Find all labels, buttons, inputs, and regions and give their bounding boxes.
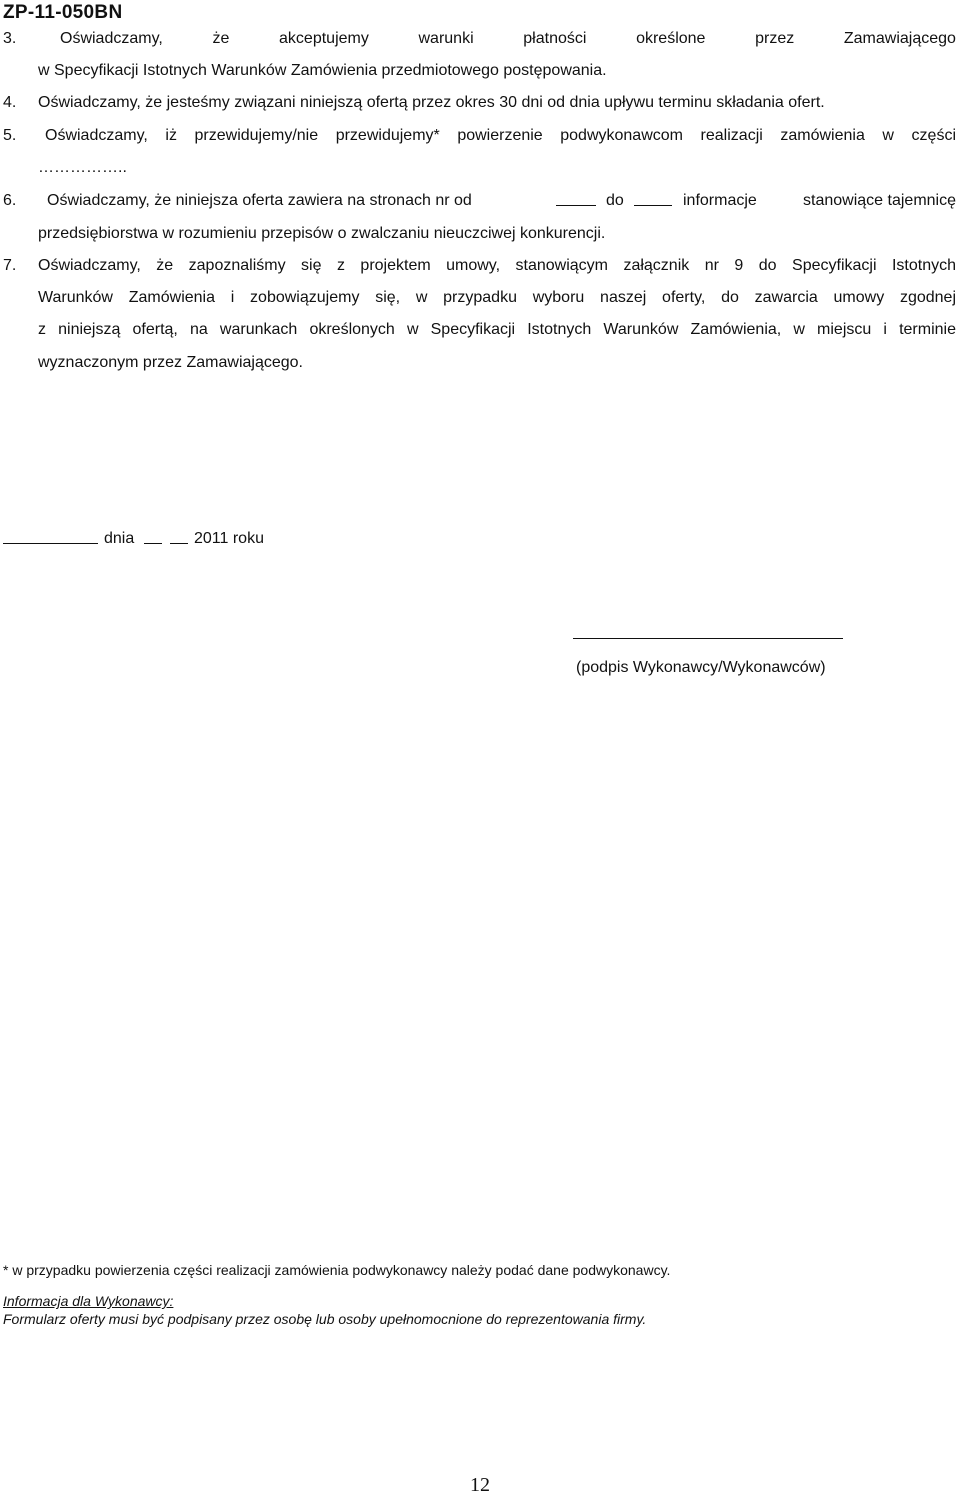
- info-heading: Informacja dla Wykonawcy:: [3, 1293, 174, 1309]
- item-3-number: 3.: [3, 30, 17, 47]
- item-4-number: 4.: [3, 94, 17, 111]
- item-7-number: 7.: [3, 257, 17, 274]
- item-4-text: Oświadczamy, że jesteśmy związani niniejszą ofertą przez okres 30 dni od dnia upływu terminu składania ofert.: [38, 94, 825, 111]
- item-3-word: płatności: [523, 30, 587, 47]
- footnote: * w przypadku powierzenia części realizacji zamówienia podwykonawcy należy podać dane podwykonawcy.: [3, 1262, 671, 1278]
- item-5-number: 5.: [3, 127, 17, 144]
- item-6-part-3: informacje: [683, 192, 757, 209]
- item-7-line-2: Warunków Zamówienia i zobowiązujemy się, w przypadku wyboru naszej oferty, do zawarcia umowy zgodnej: [38, 289, 956, 306]
- page-number: 12: [470, 1474, 490, 1496]
- signature-line: [573, 638, 843, 639]
- info-text: Formularz oferty musi być podpisany przez osobę lub osoby upełnomocnione do reprezentowania firmy.: [3, 1311, 647, 1327]
- item-6-part-4: stanowiące tajemnicę: [803, 192, 956, 209]
- item-7-line-4: wyznaczonym przez Zamawiającego.: [38, 354, 303, 371]
- item-3-word: przez: [755, 30, 795, 47]
- date-year-label: 2011 roku: [194, 530, 264, 547]
- document-code: ZP-11-050BN: [3, 2, 123, 23]
- item-3-line-1: [60, 29, 956, 49]
- item-3-word: Oświadczamy,: [60, 30, 163, 47]
- item-3-word: określone: [636, 30, 706, 47]
- item-3-line-2: w Specyfikacji Istotnych Warunków Zamówienia przedmiotowego postępowania.: [38, 62, 607, 79]
- item-3-word: Zamawiającego: [843, 30, 956, 47]
- item-5-line-2: ……………..: [38, 159, 127, 176]
- page-to-blank: [634, 191, 672, 206]
- page-from-blank: [556, 191, 596, 206]
- item-6-line-2: przedsiębiorstwa w rozumieniu przepisów o zwalczaniu nieuczciwej konkurencji.: [38, 225, 606, 242]
- place-blank: [3, 529, 98, 544]
- item-7-line-3: z niniejszą ofertą, na warunkach określonych w Specyfikacji Istotnych Warunków Zamówienia, w miejscu i terminie: [38, 321, 956, 338]
- item-7-line-1: Oświadczamy, że zapoznaliśmy się z projektem umowy, stanowiącym załącznik nr 9 do Specyfikacji Istotnych: [38, 257, 956, 274]
- date-dnia-label: dnia: [104, 530, 135, 547]
- item-6-number: 6.: [3, 192, 17, 209]
- month-blank: [170, 529, 188, 544]
- item-3-word: że: [212, 30, 230, 47]
- signature-label: (podpis Wykonawcy/Wykonawców): [576, 659, 826, 676]
- item-6-part-2: do: [606, 192, 624, 209]
- item-5-line-1: Oświadczamy, iż przewidujemy/nie przewidujemy* powierzenie podwykonawcom realizacji zamówienia w części: [45, 127, 956, 144]
- item-3-word: warunki: [418, 30, 474, 47]
- item-3-word: akceptujemy: [279, 30, 369, 47]
- day-blank: [144, 529, 162, 544]
- item-6-part-1: Oświadczamy, że niniejsza oferta zawiera na stronach nr od: [47, 192, 472, 209]
